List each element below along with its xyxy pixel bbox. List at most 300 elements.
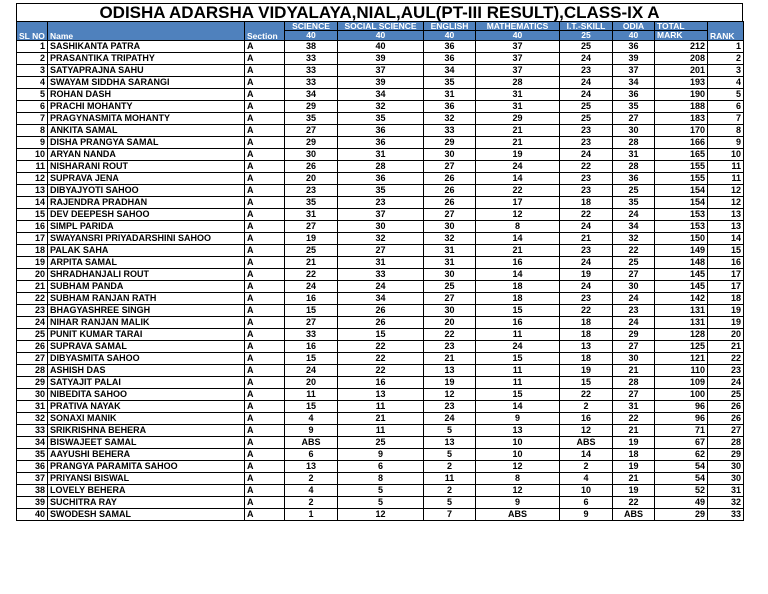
cell-odia: 28 [613,377,655,389]
cell-mathematics: 17 [476,197,560,209]
cell-odia: 39 [613,53,655,65]
cell-total: 201 [655,65,708,77]
cell-rank: 17 [708,281,744,293]
table-row [17,125,744,137]
cell-english: 2 [424,485,476,497]
header-section: Section [245,22,285,41]
cell-science: 2 [285,497,338,509]
table-row [17,65,744,77]
cell-social-science: 40 [338,41,424,53]
cell-slno: 16 [17,221,48,233]
cell-mathematics: 12 [476,461,560,473]
cell-section: A [245,41,285,53]
cell-odia: 30 [613,125,655,137]
cell-total: 54 [655,473,708,485]
cell-social-science: 5 [338,497,424,509]
cell-english: 27 [424,293,476,305]
cell-total: 153 [655,221,708,233]
cell-name: DEV DEEPESH SAHOO [48,209,245,221]
cell-name: PALAK SAHA [48,245,245,257]
cell-mathematics: 24 [476,341,560,353]
cell-english: 33 [424,125,476,137]
cell-it-skill: 6 [560,497,613,509]
table-row [17,497,744,509]
cell-rank: 10 [708,149,744,161]
cell-section: A [245,125,285,137]
cell-science: 25 [285,245,338,257]
cell-slno: 22 [17,293,48,305]
cell-mathematics: 15 [476,389,560,401]
cell-rank: 12 [708,185,744,197]
cell-slno: 11 [17,161,48,173]
cell-science: 4 [285,485,338,497]
cell-section: A [245,77,285,89]
cell-english: 21 [424,353,476,365]
cell-mathematics: 10 [476,437,560,449]
cell-english: 30 [424,149,476,161]
cell-section: A [245,461,285,473]
header-science: SCIENCE [285,22,338,31]
cell-social-science: 28 [338,161,424,173]
cell-english: 34 [424,65,476,77]
cell-mathematics: 21 [476,245,560,257]
table-body [17,41,744,521]
cell-slno: 27 [17,353,48,365]
cell-odia: 30 [613,353,655,365]
cell-section: A [245,197,285,209]
cell-odia: 27 [613,269,655,281]
cell-rank: 19 [708,317,744,329]
cell-section: A [245,113,285,125]
cell-section: A [245,437,285,449]
result-sheet [16,3,743,521]
cell-name: NIBEDITA SAHOO [48,389,245,401]
cell-social-science: 24 [338,281,424,293]
cell-name: RAJENDRA PRADHAN [48,197,245,209]
cell-rank: 19 [708,305,744,317]
cell-name: DISHA PRANGYA SAMAL [48,137,245,149]
cell-section: A [245,173,285,185]
cell-social-science: 15 [338,329,424,341]
header-name: Name [48,22,245,41]
cell-it-skill: 24 [560,221,613,233]
cell-science: 33 [285,65,338,77]
table-row [17,317,744,329]
table-row [17,53,744,65]
cell-odia: 24 [613,293,655,305]
cell-name: LOVELY BEHERA [48,485,245,497]
cell-english: 11 [424,473,476,485]
cell-social-science: 36 [338,173,424,185]
table-row [17,185,744,197]
table-row [17,425,744,437]
cell-science: 35 [285,197,338,209]
cell-rank: 18 [708,293,744,305]
table-row [17,281,744,293]
cell-science: 22 [285,269,338,281]
cell-science: 9 [285,425,338,437]
table-row [17,437,744,449]
cell-english: 26 [424,185,476,197]
cell-english: 13 [424,365,476,377]
cell-odia: 28 [613,161,655,173]
cell-odia: 18 [613,449,655,461]
cell-english: 31 [424,257,476,269]
table-row [17,461,744,473]
cell-odia: 32 [613,233,655,245]
cell-english: 5 [424,449,476,461]
cell-english: 30 [424,221,476,233]
cell-total: 125 [655,341,708,353]
cell-odia: 19 [613,461,655,473]
cell-it-skill: 18 [560,197,613,209]
cell-social-science: 34 [338,293,424,305]
cell-total: 142 [655,293,708,305]
cell-social-science: 8 [338,473,424,485]
cell-slno: 9 [17,137,48,149]
cell-total: 154 [655,197,708,209]
cell-slno: 23 [17,305,48,317]
cell-english: 19 [424,377,476,389]
cell-english: 26 [424,197,476,209]
cell-odia: 34 [613,221,655,233]
cell-section: A [245,245,285,257]
cell-odia: 37 [613,65,655,77]
cell-rank: 32 [708,497,744,509]
cell-science: 20 [285,173,338,185]
cell-science: 27 [285,125,338,137]
table-row [17,377,744,389]
cell-social-science: 37 [338,65,424,77]
cell-total: 145 [655,281,708,293]
cell-slno: 26 [17,341,48,353]
cell-science: 26 [285,161,338,173]
cell-social-science: 39 [338,77,424,89]
cell-name: BHAGYASHREE SINGH [48,305,245,317]
cell-mathematics: 21 [476,125,560,137]
cell-mathematics: 18 [476,281,560,293]
cell-science: 15 [285,305,338,317]
cell-mathematics: 37 [476,41,560,53]
cell-odia: 27 [613,113,655,125]
cell-mathematics: 14 [476,173,560,185]
table-row [17,77,744,89]
cell-slno: 25 [17,329,48,341]
cell-name: ROHAN DASH [48,89,245,101]
header-odia: ODIA [613,22,655,31]
cell-social-science: 34 [338,89,424,101]
cell-slno: 2 [17,53,48,65]
cell-science: 27 [285,317,338,329]
cell-total: 193 [655,77,708,89]
cell-total: 71 [655,425,708,437]
cell-social-science: 39 [338,53,424,65]
cell-slno: 1 [17,41,48,53]
cell-section: A [245,449,285,461]
cell-it-skill: 24 [560,281,613,293]
cell-odia: 21 [613,365,655,377]
cell-name: NISHARANI ROUT [48,161,245,173]
cell-mathematics: 13 [476,425,560,437]
cell-science: 15 [285,353,338,365]
cell-mathematics: 8 [476,473,560,485]
cell-odia: 31 [613,401,655,413]
cell-mathematics: 12 [476,485,560,497]
cell-odia: 29 [613,329,655,341]
cell-slno: 33 [17,425,48,437]
table-row [17,413,744,425]
cell-name: PRATIVA NAYAK [48,401,245,413]
cell-slno: 39 [17,497,48,509]
cell-odia: 31 [613,149,655,161]
cell-mathematics: 24 [476,161,560,173]
cell-total: 54 [655,461,708,473]
cell-odia: 35 [613,101,655,113]
cell-odia: 27 [613,341,655,353]
cell-mathematics: 19 [476,149,560,161]
cell-social-science: 12 [338,509,424,521]
cell-it-skill: 18 [560,317,613,329]
cell-section: A [245,485,285,497]
cell-science: 33 [285,77,338,89]
cell-rank: 27 [708,425,744,437]
results-table [16,21,744,521]
cell-science: 15 [285,401,338,413]
cell-it-skill: 23 [560,173,613,185]
cell-it-skill: 23 [560,137,613,149]
cell-english: 35 [424,77,476,89]
cell-name: NIHAR RANJAN MALIK [48,317,245,329]
cell-it-skill: 2 [560,401,613,413]
cell-rank: 31 [708,485,744,497]
cell-social-science: 33 [338,269,424,281]
cell-mathematics: 11 [476,329,560,341]
cell-slno: 21 [17,281,48,293]
cell-slno: 12 [17,173,48,185]
cell-slno: 37 [17,473,48,485]
cell-section: A [245,65,285,77]
cell-total: 52 [655,485,708,497]
cell-section: A [245,257,285,269]
cell-name: SASHIKANTA PATRA [48,41,245,53]
cell-slno: 20 [17,269,48,281]
cell-section: A [245,53,285,65]
cell-section: A [245,473,285,485]
cell-name: SWAYANSRI PRIYADARSHINI SAHOO [48,233,245,245]
cell-mathematics: 37 [476,53,560,65]
cell-english: 7 [424,509,476,521]
cell-social-science: 22 [338,341,424,353]
cell-science: 11 [285,389,338,401]
cell-english: 27 [424,161,476,173]
cell-it-skill: 24 [560,149,613,161]
cell-rank: 4 [708,77,744,89]
cell-english: 13 [424,437,476,449]
table-row [17,365,744,377]
cell-social-science: 11 [338,425,424,437]
table-row [17,161,744,173]
cell-mathematics: 15 [476,353,560,365]
cell-odia: 22 [613,497,655,509]
table-row [17,293,744,305]
cell-mathematics: 29 [476,113,560,125]
cell-it-skill: 24 [560,53,613,65]
cell-it-skill: 23 [560,125,613,137]
cell-science: 35 [285,113,338,125]
cell-section: A [245,293,285,305]
cell-slno: 34 [17,437,48,449]
cell-it-skill: 19 [560,269,613,281]
cell-section: A [245,425,285,437]
cell-odia: 22 [613,413,655,425]
header-english: ENGLISH [424,22,476,31]
cell-slno: 36 [17,461,48,473]
cell-section: A [245,89,285,101]
cell-english: 24 [424,413,476,425]
cell-total: 121 [655,353,708,365]
cell-slno: 17 [17,233,48,245]
cell-it-skill: 25 [560,41,613,53]
cell-odia: ABS [613,509,655,521]
cell-name: PRAGYNASMITA MOHANTY [48,113,245,125]
cell-name: ANKITA SAMAL [48,125,245,137]
max-odia: 40 [613,31,655,41]
cell-name: ARYAN NANDA [48,149,245,161]
cell-social-science: 31 [338,149,424,161]
cell-it-skill: 22 [560,161,613,173]
cell-name: BISWAJEET SAMAL [48,437,245,449]
cell-total: 128 [655,329,708,341]
table-row [17,401,744,413]
cell-mathematics: 21 [476,137,560,149]
cell-odia: 28 [613,137,655,149]
cell-section: A [245,161,285,173]
header-it-skill: I.T.-SKILL [560,22,613,31]
cell-rank: 9 [708,137,744,149]
cell-name: SONAXI MANIK [48,413,245,425]
cell-it-skill: 25 [560,113,613,125]
cell-social-science: 26 [338,317,424,329]
cell-rank: 13 [708,209,744,221]
cell-social-science: 30 [338,221,424,233]
cell-it-skill: 19 [560,365,613,377]
table-row [17,41,744,53]
cell-rank: 11 [708,161,744,173]
cell-english: 25 [424,281,476,293]
cell-total: 49 [655,497,708,509]
cell-rank: 1 [708,41,744,53]
cell-science: 4 [285,413,338,425]
cell-odia: 21 [613,473,655,485]
cell-it-skill: 23 [560,185,613,197]
cell-name: SUPRAVA JENA [48,173,245,185]
cell-science: 31 [285,209,338,221]
max-english: 40 [424,31,476,41]
cell-slno: 4 [17,77,48,89]
cell-section: A [245,401,285,413]
cell-english: 26 [424,173,476,185]
cell-social-science: 5 [338,485,424,497]
cell-rank: 20 [708,329,744,341]
cell-odia: 25 [613,185,655,197]
cell-it-skill: 24 [560,77,613,89]
cell-slno: 15 [17,209,48,221]
cell-total: 96 [655,401,708,413]
table-row [17,89,744,101]
table-row [17,221,744,233]
cell-section: A [245,329,285,341]
cell-rank: 15 [708,245,744,257]
cell-it-skill: 12 [560,425,613,437]
cell-total: 145 [655,269,708,281]
cell-slno: 31 [17,401,48,413]
cell-total: 150 [655,233,708,245]
cell-it-skill: 23 [560,245,613,257]
cell-social-science: 22 [338,353,424,365]
cell-science: ABS [285,437,338,449]
max-mathematics: 40 [476,31,560,41]
table-row [17,173,744,185]
cell-section: A [245,221,285,233]
cell-english: 31 [424,245,476,257]
cell-total: 212 [655,41,708,53]
cell-social-science: 25 [338,437,424,449]
header-slno: SL NO [17,22,48,41]
cell-it-skill: 22 [560,209,613,221]
cell-odia: 22 [613,245,655,257]
cell-section: A [245,389,285,401]
cell-total: 155 [655,161,708,173]
cell-odia: 25 [613,257,655,269]
header-rank: RANK [708,22,744,41]
cell-total: 131 [655,317,708,329]
cell-science: 2 [285,473,338,485]
cell-mathematics: 14 [476,269,560,281]
cell-slno: 38 [17,485,48,497]
cell-science: 34 [285,89,338,101]
cell-section: A [245,137,285,149]
cell-english: 30 [424,269,476,281]
table-row [17,245,744,257]
cell-it-skill: 24 [560,257,613,269]
cell-english: 22 [424,329,476,341]
cell-english: 5 [424,497,476,509]
table-header [17,22,744,41]
cell-rank: 11 [708,173,744,185]
cell-slno: 3 [17,65,48,77]
cell-rank: 13 [708,221,744,233]
cell-section: A [245,509,285,521]
table-row [17,485,744,497]
cell-mathematics: 28 [476,77,560,89]
cell-science: 30 [285,149,338,161]
cell-science: 1 [285,509,338,521]
table-row [17,113,744,125]
table-row [17,473,744,485]
cell-name: SUCHITRA RAY [48,497,245,509]
cell-odia: 19 [613,437,655,449]
cell-name: PRASANTIKA TRIPATHY [48,53,245,65]
cell-social-science: 6 [338,461,424,473]
cell-section: A [245,377,285,389]
cell-name: SHRADHANJALI ROUT [48,269,245,281]
table-row [17,509,744,521]
cell-slno: 35 [17,449,48,461]
table-row [17,149,744,161]
cell-rank: 29 [708,449,744,461]
table-row [17,269,744,281]
header-mathematics: MATHEMATICS [476,22,560,31]
